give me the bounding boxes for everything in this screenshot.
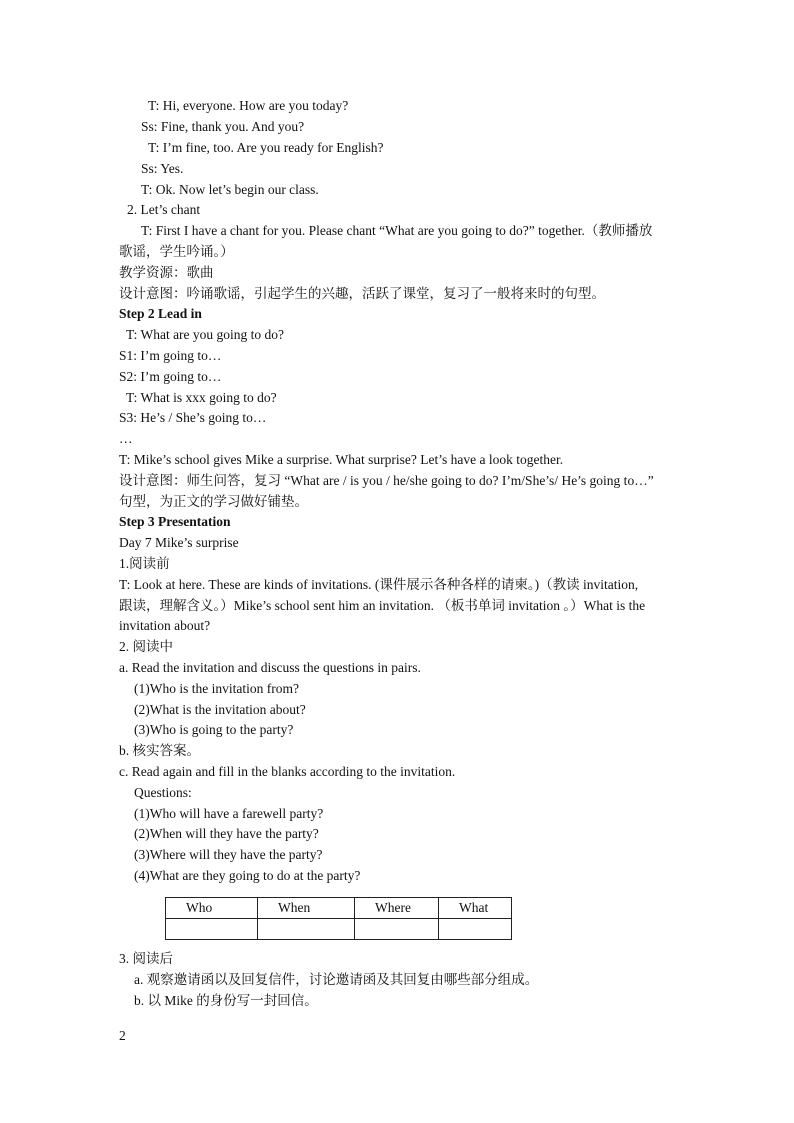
table-header-row [166, 898, 512, 919]
page-number: 2 [119, 1028, 126, 1043]
table-cell [355, 919, 439, 940]
question-line: (3)Where will they have the party? [134, 847, 323, 862]
table-cell [439, 919, 512, 940]
paragraph-line: T: Look at here. These are kinds of invitations. (课件展示各种各样的请柬。)（教读 invitation, [119, 577, 639, 592]
section-heading: 3. 阅读后 [119, 951, 173, 966]
dialogue-line: Ss: Fine, thank you. And you? [141, 119, 305, 134]
ellipsis-line: … [119, 431, 133, 446]
dialogue-line: T: Ok. Now let’s begin our class. [141, 182, 319, 197]
table-cell [166, 919, 258, 940]
table-header-cell: Who [166, 898, 258, 919]
design-intent: 设计意图：师生问答，复习 “What are / is you / he/she going to do? I’m/She’s/ He’s going to…” [119, 473, 654, 488]
paragraph-line: 歌谣，学生吟诵。） [119, 244, 234, 259]
lesson-title: Day 7 Mike’s surprise [119, 535, 239, 550]
questions-label: Questions: [134, 785, 192, 800]
dialogue-line: T: I’m fine, too. Are you ready for English? [148, 140, 384, 155]
task-line: b. 核实答案。 [119, 743, 200, 758]
task-line: b. 以 Mike 的身份写一封回信。 [134, 993, 318, 1008]
question-line: (2)What is the invitation about? [134, 702, 306, 717]
table-cell [258, 919, 355, 940]
table-header-cell: When [258, 898, 355, 919]
table-row [166, 919, 512, 940]
section-heading: 2. Let’s chant [127, 202, 201, 217]
dialogue-line: S1: I’m going to… [119, 348, 222, 363]
paragraph-line: T: First I have a chant for you. Please chant “What are you going to do?” together.（教师播放 [141, 223, 653, 238]
paragraph-line: 跟读，理解含义。）Mike’s school sent him an invitation. （板书单词 invitation 。）What is the [119, 598, 646, 613]
step-heading: Step 2 Lead in [119, 306, 202, 321]
dialogue-line: Ss: Yes. [141, 161, 184, 176]
table-header-cell: Where [355, 898, 439, 919]
dialogue-line: S3: He’s / She’s going to… [119, 410, 267, 425]
resource-note: 教学资源：歌曲 [119, 265, 214, 280]
step-heading: Step 3 Presentation [119, 514, 231, 529]
question-line: (2)When will they have the party? [134, 826, 319, 841]
fill-in-table [165, 897, 512, 940]
dialogue-line: T: What are you going to do? [126, 327, 285, 342]
question-line: (1)Who is the invitation from? [134, 681, 299, 696]
dialogue-line: S2: I’m going to… [119, 369, 222, 384]
section-heading: 1.阅读前 [119, 556, 170, 571]
task-line: a. 观察邀请函以及回复信件，讨论邀请函及其回复由哪些部分组成。 [134, 972, 539, 987]
task-line: c. Read again and fill in the blanks according to the invitation. [119, 764, 456, 779]
task-line: a. Read the invitation and discuss the questions in pairs. [119, 660, 421, 675]
paragraph-line: invitation about? [119, 618, 211, 633]
section-heading: 2. 阅读中 [119, 639, 173, 654]
table-header-cell: What [439, 898, 512, 919]
question-line: (3)Who is going to the party? [134, 722, 294, 737]
dialogue-line: T: What is xxx going to do? [126, 390, 277, 405]
question-line: (4)What are they going to do at the party? [134, 868, 361, 883]
design-intent: 设计意图：吟诵歌谣，引起学生的兴趣，活跃了课堂，复习了一般将来时的句型。 [119, 286, 605, 301]
design-intent-continued: 句型，为正文的学习做好铺垫。 [119, 494, 308, 509]
question-line: (1)Who will have a farewell party? [134, 806, 324, 821]
dialogue-line: T: Hi, everyone. How are you today? [148, 98, 349, 113]
dialogue-line: T: Mike’s school gives Mike a surprise. What surprise? Let’s have a look together. [119, 452, 564, 467]
